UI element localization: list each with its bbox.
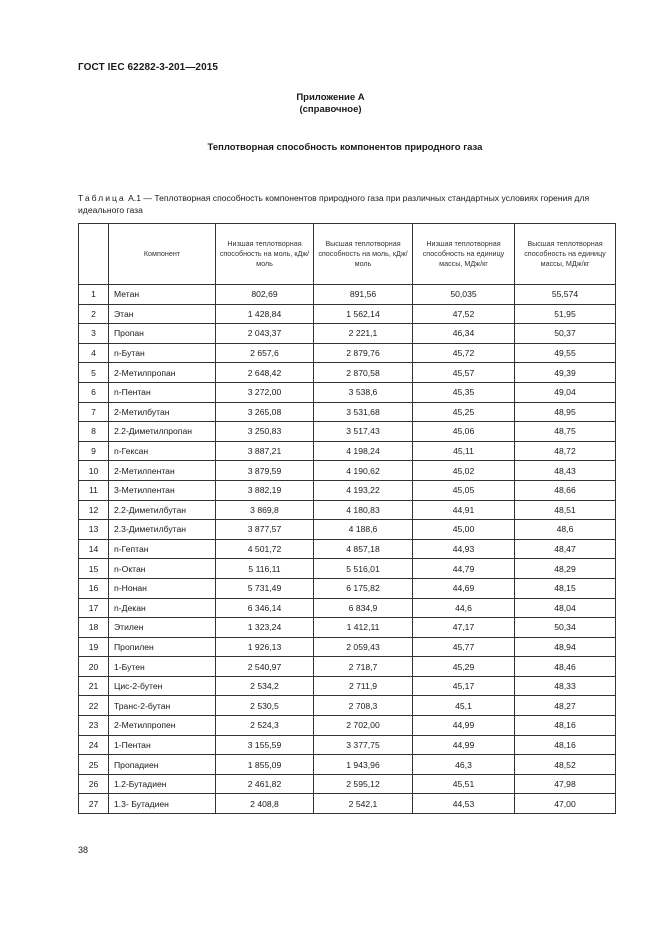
header-lower-mass: Низшая теплотворная способность на единицу массы, МДж/кг [413, 224, 515, 285]
component-name: n-Гептан [109, 539, 216, 559]
higher-mass-value: 49,04 [515, 382, 616, 402]
lower-mass-value: 44,99 [413, 735, 515, 755]
header-higher-mass: Высшая теплотворная способность на единицу массы, МДж/кг [515, 224, 616, 285]
component-name: n-Нонан [109, 578, 216, 598]
row-number: 13 [79, 520, 109, 540]
row-number: 16 [79, 578, 109, 598]
table-row [79, 598, 616, 618]
table-row [79, 285, 616, 305]
higher-mass-value: 48,33 [515, 676, 616, 696]
row-number: 18 [79, 618, 109, 638]
row-number: 23 [79, 716, 109, 736]
higher-mass-value: 48,47 [515, 539, 616, 559]
lower-molar-value: 3 869,8 [216, 500, 314, 520]
header-component: Компонент [109, 224, 216, 285]
component-name: n-Пентан [109, 382, 216, 402]
higher-molar-value: 4 188,6 [314, 520, 413, 540]
component-name: 2.2-Диметилпропан [109, 422, 216, 442]
component-name: Пропан [109, 324, 216, 344]
lower-molar-value: 2 408,8 [216, 794, 314, 814]
higher-molar-value: 4 857,18 [314, 539, 413, 559]
appendix-title: Приложение А [296, 92, 365, 103]
lower-mass-value: 45,35 [413, 382, 515, 402]
higher-molar-value: 1 412,11 [314, 618, 413, 638]
row-number: 21 [79, 676, 109, 696]
table-row [79, 480, 616, 500]
lower-molar-value: 1 323,24 [216, 618, 314, 638]
table-row [79, 696, 616, 716]
higher-mass-value: 48,51 [515, 500, 616, 520]
higher-mass-value: 48,16 [515, 735, 616, 755]
higher-molar-value: 891,56 [314, 285, 413, 305]
row-number: 9 [79, 441, 109, 461]
lower-molar-value: 5 731,49 [216, 578, 314, 598]
component-name: 1-Пентан [109, 735, 216, 755]
higher-mass-value: 48,66 [515, 480, 616, 500]
higher-molar-value: 1 562,14 [314, 304, 413, 324]
higher-molar-value: 1 943,96 [314, 755, 413, 775]
lower-mass-value: 45,25 [413, 402, 515, 422]
row-number: 27 [79, 794, 109, 814]
higher-molar-value: 2 879,76 [314, 343, 413, 363]
table-row [79, 716, 616, 736]
lower-mass-value: 44,53 [413, 794, 515, 814]
higher-molar-value: 2 870,58 [314, 363, 413, 383]
header-higher-molar: Высшая теплотворная способность на моль, кДж/моль [314, 224, 413, 285]
higher-molar-value: 2 542,1 [314, 794, 413, 814]
table-row [79, 520, 616, 540]
table-row [79, 402, 616, 422]
lower-molar-value: 3 155,59 [216, 735, 314, 755]
row-number: 11 [79, 480, 109, 500]
higher-mass-value: 48,46 [515, 657, 616, 677]
component-name: Пропилен [109, 637, 216, 657]
table-row [79, 676, 616, 696]
header-lower-molar: Низшая теплотворная способность на моль, кДж/моль [216, 224, 314, 285]
higher-mass-value: 48,94 [515, 637, 616, 657]
component-name: 1.2-Бутадиен [109, 774, 216, 794]
higher-molar-value: 4 180,83 [314, 500, 413, 520]
header-number [79, 224, 109, 285]
lower-mass-value: 45,02 [413, 461, 515, 481]
table-row [79, 422, 616, 442]
table-row [79, 774, 616, 794]
appendix-title-block [0, 92, 661, 116]
higher-molar-value: 2 718,7 [314, 657, 413, 677]
table-row [79, 559, 616, 579]
table-row [79, 735, 616, 755]
higher-mass-value: 49,39 [515, 363, 616, 383]
lower-mass-value: 44,79 [413, 559, 515, 579]
higher-molar-value: 3 377,75 [314, 735, 413, 755]
table-caption-label: Таблица [78, 193, 126, 203]
table-row [79, 304, 616, 324]
higher-molar-value: 2 059,43 [314, 637, 413, 657]
lower-molar-value: 2 648,42 [216, 363, 314, 383]
section-title: Теплотворная способность компонентов природного газа [207, 142, 483, 153]
row-number: 20 [79, 657, 109, 677]
higher-mass-value: 47,98 [515, 774, 616, 794]
row-number: 15 [79, 559, 109, 579]
table-row [79, 500, 616, 520]
lower-molar-value: 2 534,2 [216, 676, 314, 696]
table-row [79, 343, 616, 363]
higher-molar-value: 2 221,1 [314, 324, 413, 344]
table-row [79, 461, 616, 481]
higher-mass-value: 50,34 [515, 618, 616, 638]
lower-mass-value: 45,72 [413, 343, 515, 363]
appendix-subtitle: (справочное) [299, 104, 362, 115]
row-number: 3 [79, 324, 109, 344]
lower-molar-value: 3 887,21 [216, 441, 314, 461]
row-number: 7 [79, 402, 109, 422]
component-name: Этан [109, 304, 216, 324]
lower-molar-value: 2 461,82 [216, 774, 314, 794]
lower-molar-value: 3 882,19 [216, 480, 314, 500]
higher-molar-value: 4 193,22 [314, 480, 413, 500]
gas-heating-value-table [78, 223, 616, 814]
lower-molar-value: 6 346,14 [216, 598, 314, 618]
higher-molar-value: 5 516,01 [314, 559, 413, 579]
row-number: 12 [79, 500, 109, 520]
higher-molar-value: 6 175,82 [314, 578, 413, 598]
component-name: 1.3- Бутадиен [109, 794, 216, 814]
table-caption [78, 192, 618, 216]
higher-mass-value: 48,43 [515, 461, 616, 481]
lower-mass-value: 47,17 [413, 618, 515, 638]
higher-mass-value: 48,04 [515, 598, 616, 618]
lower-mass-value: 45,1 [413, 696, 515, 716]
lower-molar-value: 1 926,13 [216, 637, 314, 657]
lower-molar-value: 2 530,5 [216, 696, 314, 716]
lower-molar-value: 5 116,11 [216, 559, 314, 579]
component-name: Метан [109, 285, 216, 305]
component-name: Пропадиен [109, 755, 216, 775]
component-name: Цис-2-бутен [109, 676, 216, 696]
component-name: 2-Метилбутан [109, 402, 216, 422]
row-number: 25 [79, 755, 109, 775]
higher-mass-value: 50,37 [515, 324, 616, 344]
lower-mass-value: 46,3 [413, 755, 515, 775]
lower-mass-value: 45,57 [413, 363, 515, 383]
higher-molar-value: 2 708,3 [314, 696, 413, 716]
row-number: 6 [79, 382, 109, 402]
lower-molar-value: 1 428,84 [216, 304, 314, 324]
higher-mass-value: 47,00 [515, 794, 616, 814]
page-number: 38 [78, 845, 89, 855]
lower-molar-value: 2 043,37 [216, 324, 314, 344]
component-name: n-Октан [109, 559, 216, 579]
table-body [79, 285, 616, 814]
higher-molar-value: 3 531,68 [314, 402, 413, 422]
lower-mass-value: 44,91 [413, 500, 515, 520]
component-name: n-Гексан [109, 441, 216, 461]
row-number: 24 [79, 735, 109, 755]
lower-mass-value: 47,52 [413, 304, 515, 324]
component-name: 1-Бутен [109, 657, 216, 677]
row-number: 8 [79, 422, 109, 442]
row-number: 14 [79, 539, 109, 559]
component-name: 2.3-Диметилбутан [109, 520, 216, 540]
lower-mass-value: 46,34 [413, 324, 515, 344]
lower-molar-value: 3 265,08 [216, 402, 314, 422]
lower-molar-value: 3 879,59 [216, 461, 314, 481]
component-name: Транс-2-бутан [109, 696, 216, 716]
row-number: 26 [79, 774, 109, 794]
higher-mass-value: 48,52 [515, 755, 616, 775]
row-number: 22 [79, 696, 109, 716]
row-number: 5 [79, 363, 109, 383]
lower-mass-value: 45,05 [413, 480, 515, 500]
lower-mass-value: 45,77 [413, 637, 515, 657]
higher-molar-value: 2 595,12 [314, 774, 413, 794]
lower-mass-value: 44,69 [413, 578, 515, 598]
table-row [79, 441, 616, 461]
lower-molar-value: 3 250,83 [216, 422, 314, 442]
lower-mass-value: 44,99 [413, 716, 515, 736]
higher-molar-value: 4 198,24 [314, 441, 413, 461]
component-name: 2.2-Диметилбутан [109, 500, 216, 520]
table-row [79, 755, 616, 775]
higher-mass-value: 48,72 [515, 441, 616, 461]
table-row [79, 578, 616, 598]
higher-molar-value: 3 517,43 [314, 422, 413, 442]
table-row [79, 794, 616, 814]
lower-mass-value: 45,17 [413, 676, 515, 696]
higher-mass-value: 48,29 [515, 559, 616, 579]
document-header: ГОСТ IEC 62282-3-201—2015 [78, 62, 219, 73]
lower-mass-value: 50,035 [413, 285, 515, 305]
lower-mass-value: 45,29 [413, 657, 515, 677]
table-row [79, 363, 616, 383]
higher-molar-value: 2 702,00 [314, 716, 413, 736]
higher-molar-value: 4 190,62 [314, 461, 413, 481]
table-header-row [79, 224, 616, 285]
higher-mass-value: 48,15 [515, 578, 616, 598]
higher-molar-value: 6 834,9 [314, 598, 413, 618]
lower-molar-value: 3 877,57 [216, 520, 314, 540]
row-number: 10 [79, 461, 109, 481]
component-name: n-Бутан [109, 343, 216, 363]
higher-mass-value: 51,95 [515, 304, 616, 324]
higher-mass-value: 48,95 [515, 402, 616, 422]
component-name: 2-Метилпентан [109, 461, 216, 481]
table-row [79, 637, 616, 657]
lower-molar-value: 2 657,6 [216, 343, 314, 363]
lower-molar-value: 2 540,97 [216, 657, 314, 677]
component-name: 2-Метилпропан [109, 363, 216, 383]
lower-molar-value: 4 501,72 [216, 539, 314, 559]
component-name: n-Декан [109, 598, 216, 618]
row-number: 19 [79, 637, 109, 657]
row-number: 4 [79, 343, 109, 363]
lower-mass-value: 45,11 [413, 441, 515, 461]
table-caption-text: А.1 — Теплотворная способность компонентов природного газа при различных стандартных условиях горения для идеального газа [78, 193, 590, 215]
higher-mass-value: 49,55 [515, 343, 616, 363]
table-row [79, 657, 616, 677]
component-name: Этилен [109, 618, 216, 638]
higher-mass-value: 55,574 [515, 285, 616, 305]
component-name: 3-Метилпентан [109, 480, 216, 500]
lower-molar-value: 2 524,3 [216, 716, 314, 736]
row-number: 17 [79, 598, 109, 618]
lower-mass-value: 45,00 [413, 520, 515, 540]
lower-mass-value: 44,93 [413, 539, 515, 559]
higher-mass-value: 48,27 [515, 696, 616, 716]
table-row [79, 324, 616, 344]
table-row [79, 539, 616, 559]
lower-molar-value: 1 855,09 [216, 755, 314, 775]
lower-molar-value: 802,69 [216, 285, 314, 305]
row-number: 2 [79, 304, 109, 324]
lower-mass-value: 45,06 [413, 422, 515, 442]
higher-mass-value: 48,16 [515, 716, 616, 736]
component-name: 2-Метилпропен [109, 716, 216, 736]
higher-molar-value: 2 711,9 [314, 676, 413, 696]
lower-mass-value: 44,6 [413, 598, 515, 618]
table-row [79, 618, 616, 638]
row-number: 1 [79, 285, 109, 305]
lower-molar-value: 3 272,00 [216, 382, 314, 402]
table-row [79, 382, 616, 402]
higher-mass-value: 48,75 [515, 422, 616, 442]
higher-molar-value: 3 538,6 [314, 382, 413, 402]
higher-mass-value: 48,6 [515, 520, 616, 540]
lower-mass-value: 45,51 [413, 774, 515, 794]
